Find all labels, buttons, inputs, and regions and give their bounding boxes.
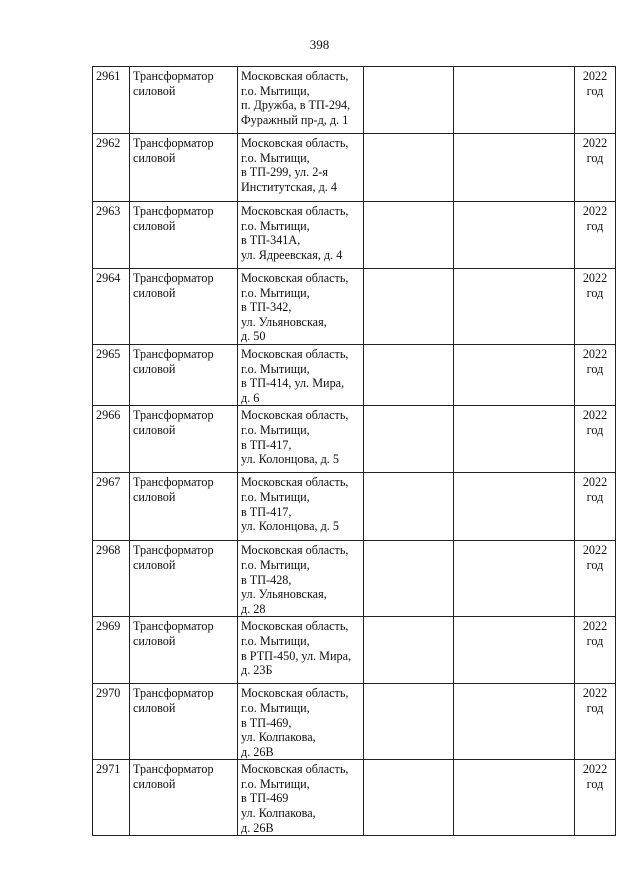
year-line: год bbox=[586, 361, 604, 376]
year-line: год bbox=[586, 218, 604, 233]
row-number-cell: 2969 bbox=[93, 617, 130, 684]
year-line: год bbox=[586, 83, 604, 98]
equipment-name-line: силовой bbox=[133, 422, 176, 437]
equipment-name-cell bbox=[130, 473, 238, 541]
address-line: Московская область, bbox=[241, 475, 349, 490]
equipment-name-line: силовой bbox=[133, 700, 176, 715]
row-number-cell: 2966 bbox=[93, 406, 130, 473]
table-row bbox=[93, 269, 616, 345]
empty-cell bbox=[364, 406, 454, 473]
year-cell bbox=[575, 202, 616, 269]
address-line: г.о. Мытищи, bbox=[241, 422, 310, 437]
address-cell bbox=[238, 541, 364, 617]
table-row bbox=[93, 202, 616, 269]
address-line: г.о. Мытищи, bbox=[241, 633, 310, 648]
address-line: Московская область, bbox=[241, 408, 349, 423]
address-line: ул. Ульяновская, bbox=[241, 587, 327, 602]
year-cell bbox=[575, 760, 616, 836]
address-line: в РТП-450, ул. Мира, bbox=[241, 648, 352, 663]
empty-cell bbox=[454, 134, 575, 202]
year-line: 2022 bbox=[582, 475, 608, 490]
year-cell bbox=[575, 134, 616, 202]
year-line: год bbox=[586, 700, 604, 715]
address-line: п. Дружба, в ТП-294, bbox=[241, 98, 351, 113]
address-line: Фуражный пр-д, д. 1 bbox=[241, 112, 349, 127]
address-line: Московская область, bbox=[241, 543, 349, 558]
address-line: в ТП-428, bbox=[241, 572, 292, 587]
empty-cell bbox=[364, 344, 454, 405]
address-line: г.о. Мытищи, bbox=[241, 700, 310, 715]
address-line: в ТП-414, ул. Мира, bbox=[241, 376, 345, 391]
equipment-name-cell bbox=[130, 202, 238, 269]
empty-cell bbox=[364, 541, 454, 617]
year-line: 2022 bbox=[582, 408, 608, 423]
equipment-name-cell bbox=[130, 134, 238, 202]
year-cell bbox=[575, 406, 616, 473]
registry-table bbox=[92, 66, 616, 836]
address-line: ул. Колонцова, д. 5 bbox=[241, 452, 339, 467]
address-line: ул. Ульяновская, bbox=[241, 314, 327, 329]
empty-cell bbox=[364, 684, 454, 760]
address-line: ул. Ядреевская, д. 4 bbox=[241, 247, 343, 262]
equipment-name-line: силовой bbox=[133, 776, 176, 791]
empty-cell bbox=[454, 406, 575, 473]
equipment-name-cell bbox=[130, 760, 238, 836]
row-number-cell: 2971 bbox=[93, 760, 130, 836]
empty-cell bbox=[364, 202, 454, 269]
row-number-cell: 2967 bbox=[93, 473, 130, 541]
address-line: г.о. Мытищи, bbox=[241, 150, 310, 165]
empty-cell bbox=[364, 760, 454, 836]
year-line: год bbox=[586, 489, 604, 504]
table-row bbox=[93, 473, 616, 541]
year-line: 2022 bbox=[582, 619, 608, 634]
year-cell bbox=[575, 473, 616, 541]
table-row bbox=[93, 406, 616, 473]
empty-cell bbox=[454, 760, 575, 836]
address-line: в ТП-417, bbox=[241, 504, 292, 519]
equipment-name-line: Трансформатор bbox=[133, 475, 214, 490]
address-line: д. 23Б bbox=[241, 663, 273, 678]
address-line: д. 50 bbox=[241, 329, 266, 344]
equipment-name-cell bbox=[130, 406, 238, 473]
address-line: д. 28 bbox=[241, 601, 266, 616]
equipment-name-line: силовой bbox=[133, 489, 176, 504]
address-line: ул. Колпакова, bbox=[241, 806, 316, 821]
table-row bbox=[93, 760, 616, 836]
address-line: Московская область, bbox=[241, 346, 349, 361]
year-line: 2022 bbox=[582, 204, 608, 218]
year-line: 2022 bbox=[582, 543, 608, 558]
empty-cell bbox=[364, 134, 454, 202]
address-line: ул. Колонцова, д. 5 bbox=[241, 519, 339, 534]
year-cell bbox=[575, 617, 616, 684]
address-line: в ТП-469, bbox=[241, 715, 292, 730]
address-line: Московская область, bbox=[241, 271, 349, 285]
equipment-name-line: Трансформатор bbox=[133, 346, 214, 361]
year-line: год bbox=[586, 422, 604, 437]
empty-cell bbox=[364, 269, 454, 345]
address-line: Московская область, bbox=[241, 686, 349, 701]
address-line: ул. Колпакова, bbox=[241, 730, 316, 745]
year-line: 2022 bbox=[582, 686, 608, 701]
empty-cell bbox=[454, 473, 575, 541]
year-line: 2022 bbox=[582, 271, 608, 285]
equipment-name-line: силовой bbox=[133, 150, 176, 165]
address-line: Московская область, bbox=[241, 136, 349, 150]
address-cell bbox=[238, 202, 364, 269]
address-line: д. 6 bbox=[241, 390, 260, 405]
empty-cell bbox=[364, 473, 454, 541]
equipment-name-cell bbox=[130, 269, 238, 345]
empty-cell bbox=[454, 541, 575, 617]
equipment-name-line: Трансформатор bbox=[133, 543, 214, 558]
year-line: 2022 bbox=[582, 346, 608, 361]
address-cell bbox=[238, 617, 364, 684]
address-cell bbox=[238, 269, 364, 345]
equipment-name-line: силовой bbox=[133, 633, 176, 648]
page-number: 398 bbox=[309, 37, 330, 52]
empty-cell bbox=[454, 344, 575, 405]
empty-cell bbox=[454, 67, 575, 134]
year-cell bbox=[575, 541, 616, 617]
row-number-cell: 2964 bbox=[93, 269, 130, 345]
equipment-name-line: Трансформатор bbox=[133, 271, 214, 285]
address-line: Московская область, bbox=[241, 204, 349, 218]
address-line: д. 26В bbox=[241, 820, 274, 835]
year-line: год bbox=[586, 150, 604, 165]
table-row bbox=[93, 617, 616, 684]
equipment-name-line: Трансформатор bbox=[133, 136, 214, 150]
address-line: г.о. Мытищи, bbox=[241, 83, 310, 98]
address-cell bbox=[238, 344, 364, 405]
row-number-cell: 2963 bbox=[93, 202, 130, 269]
address-line: г.о. Мытищи, bbox=[241, 557, 310, 572]
address-line: г.о. Мытищи, bbox=[241, 776, 310, 791]
address-line: в ТП-469 bbox=[241, 791, 289, 806]
table-row bbox=[93, 541, 616, 617]
equipment-name-line: Трансформатор bbox=[133, 686, 214, 701]
row-number-cell: 2961 bbox=[93, 67, 130, 134]
equipment-name-line: силовой bbox=[133, 285, 176, 300]
equipment-name-line: Трансформатор bbox=[133, 762, 214, 777]
empty-cell bbox=[454, 269, 575, 345]
table-row bbox=[93, 134, 616, 202]
address-line: в ТП-342, bbox=[241, 300, 292, 315]
address-line: в ТП-299, ул. 2-я bbox=[241, 165, 328, 180]
empty-cell bbox=[364, 67, 454, 134]
table-row bbox=[93, 67, 616, 134]
empty-cell bbox=[454, 617, 575, 684]
year-line: 2022 bbox=[582, 762, 608, 777]
year-cell bbox=[575, 344, 616, 405]
table-row bbox=[93, 344, 616, 405]
address-cell bbox=[238, 760, 364, 836]
year-cell bbox=[575, 269, 616, 345]
empty-cell bbox=[364, 617, 454, 684]
year-line: год bbox=[586, 633, 604, 648]
address-line: в ТП-341А, bbox=[241, 233, 301, 248]
year-line: год bbox=[586, 557, 604, 572]
address-line: г.о. Мытищи, bbox=[241, 489, 310, 504]
address-line: Институтская, д. 4 bbox=[241, 179, 337, 194]
year-line: год bbox=[586, 776, 604, 791]
address-cell bbox=[238, 67, 364, 134]
row-number-cell: 2962 bbox=[93, 134, 130, 202]
empty-cell bbox=[454, 684, 575, 760]
year-cell bbox=[575, 684, 616, 760]
equipment-name-line: силовой bbox=[133, 361, 176, 376]
equipment-name-line: Трансформатор bbox=[133, 408, 214, 423]
address-cell bbox=[238, 473, 364, 541]
equipment-name-cell bbox=[130, 617, 238, 684]
registry-table-body bbox=[93, 67, 616, 836]
address-cell bbox=[238, 406, 364, 473]
year-line: год bbox=[586, 285, 604, 300]
equipment-name-line: силовой bbox=[133, 218, 176, 233]
row-number-cell: 2970 bbox=[93, 684, 130, 760]
equipment-name-cell bbox=[130, 344, 238, 405]
address-cell bbox=[238, 134, 364, 202]
row-number-cell: 2965 bbox=[93, 344, 130, 405]
address-line: Московская область, bbox=[241, 619, 349, 634]
address-line: Московская область, bbox=[241, 762, 349, 777]
row-number-cell: 2968 bbox=[93, 541, 130, 617]
address-cell bbox=[238, 684, 364, 760]
address-line: г.о. Мытищи, bbox=[241, 285, 310, 300]
year-cell bbox=[575, 67, 616, 134]
address-line: Московская область, bbox=[241, 69, 349, 83]
year-line: 2022 bbox=[582, 136, 608, 150]
table-row bbox=[93, 684, 616, 760]
equipment-name-line: Трансформатор bbox=[133, 619, 214, 634]
equipment-name-cell bbox=[130, 67, 238, 134]
address-line: д. 26В bbox=[241, 744, 274, 759]
year-line: 2022 bbox=[582, 69, 608, 83]
address-line: в ТП-417, bbox=[241, 437, 292, 452]
address-line: г.о. Мытищи, bbox=[241, 361, 310, 376]
empty-cell bbox=[454, 202, 575, 269]
equipment-name-cell bbox=[130, 684, 238, 760]
equipment-name-line: Трансформатор bbox=[133, 69, 214, 83]
equipment-name-line: силовой bbox=[133, 557, 176, 572]
equipment-name-line: Трансформатор bbox=[133, 204, 214, 218]
address-line: г.о. Мытищи, bbox=[241, 218, 310, 233]
equipment-name-line: силовой bbox=[133, 83, 176, 98]
equipment-name-cell bbox=[130, 541, 238, 617]
